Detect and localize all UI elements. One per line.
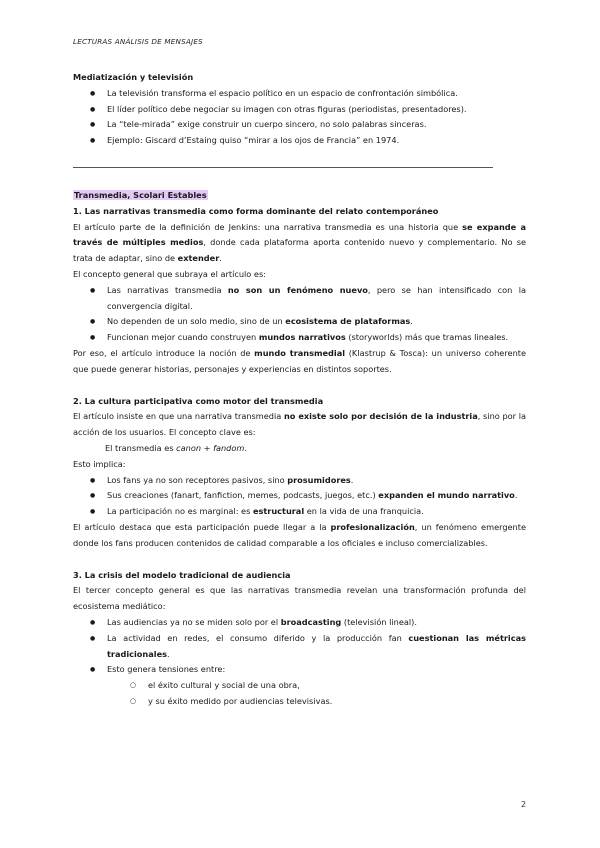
bullet-list-cultura [73,473,526,520]
section-title-cultura: 2. La cultura participativa como motor del transmedia [73,395,324,406]
page-content [73,70,526,710]
paragraph: El tercer concepto general es que las narrativas transmedia revelan una transformación profunda del ecosistema mediático: [73,585,526,612]
sub-list-item: ○ el éxito cultural y social de una obra, [73,678,526,694]
list-item: ● La “tele-mirada” exige construir un cuerpo sincero, no solo palabras sinceras. [73,117,526,133]
section-title-narrativas: 1. Las narrativas transmedia como forma dominante del relato contemporáneo [73,205,439,216]
running-header: LECTURAS ANÁLISIS DE MENSAJES [73,37,203,46]
list-item: ● Esto genera tensiones entre: [73,662,526,678]
list-item: ● Las audiencias ya no se miden solo por el broadcasting (televisión lineal). [73,615,526,631]
paragraph: El artículo destaca que esta participación puede llegar a la profesionalización, un fenómeno emergente donde los fans producen contenidos de calidad comparable a los oficiales e incluso comercializables. [73,521,526,548]
highlight-text: Transmedia, Scolari Estables [74,189,207,200]
list-item: ● Las narrativas transmedia no son un fenómeno nuevo, pero se han intensificado con la convergencia digital. [73,283,526,315]
list-item: ● Funcionan mejor cuando construyen mundos narrativos (storyworlds) más que tramas lineales. [73,330,526,346]
section-title-crisis: 3. La crisis del modelo tradicional de audiencia [73,569,291,580]
list-item: ● Ejemplo: Giscard d’Estaing quiso “mirar a los ojos de Francia” en 1974. [73,133,526,149]
bullet-list-crisis [73,615,526,710]
list-item: ● Los fans ya no son receptores pasivos, sino prosumidores. [73,473,526,489]
list-item: ● La actividad en redes, el consumo diferido y la producción fan cuestionan las métricas tradicionales. [73,631,526,663]
bullet-list-narrativas [73,283,526,346]
paragraph: Esto implica: [73,458,126,469]
key-concept-quote: El transmedia es canon + fandom. [105,442,247,453]
horizontal-divider [73,167,493,168]
bullet-list-mediatizacion [73,86,526,149]
list-item: ● La participación no es marginal: es estructural en la vida de una franquicia. [73,504,526,520]
paragraph: Por eso, el artículo introduce la noción de mundo transmedial (Klastrup & Tosca): un universo coherente que puede generar historias, personajes y experiencias en distintos soportes. [73,347,526,374]
paragraph: El artículo insiste en que una narrativa transmedia no existe solo por decisión de la industria, sino por la acción de los usuarios. El concepto clave es: [73,411,526,438]
list-item: ● No dependen de un solo medio, sino de un ecosistema de plataformas. [73,314,526,330]
list-item: ● El líder político debe negociar su imagen con otras figuras (periodistas, presentadores). [73,102,526,118]
highlighted-heading [73,188,526,204]
section-title-mediatizacion: Mediatización y televisión [73,72,194,82]
page-number: 2 [521,800,527,809]
list-item: ● Sus creaciones (fanart, fanfiction, memes, podcasts, juegos, etc.) expanden el mundo narrativo. [73,488,526,504]
paragraph: El concepto general que subraya el artículo es: [73,268,266,279]
list-item: ● La televisión transforma el espacio político en un espacio de confrontación simbólica. [73,86,526,102]
sub-list-item: ○ y su éxito medido por audiencias televisivas. [73,694,526,710]
paragraph: El artículo parte de la definición de Jenkins: una narrativa transmedia es una historia que se expande a través de múltiples medios, donde cada plataforma aporta contenido nuevo y complementario. No se trata de adaptar, sino de extender. [73,221,527,264]
